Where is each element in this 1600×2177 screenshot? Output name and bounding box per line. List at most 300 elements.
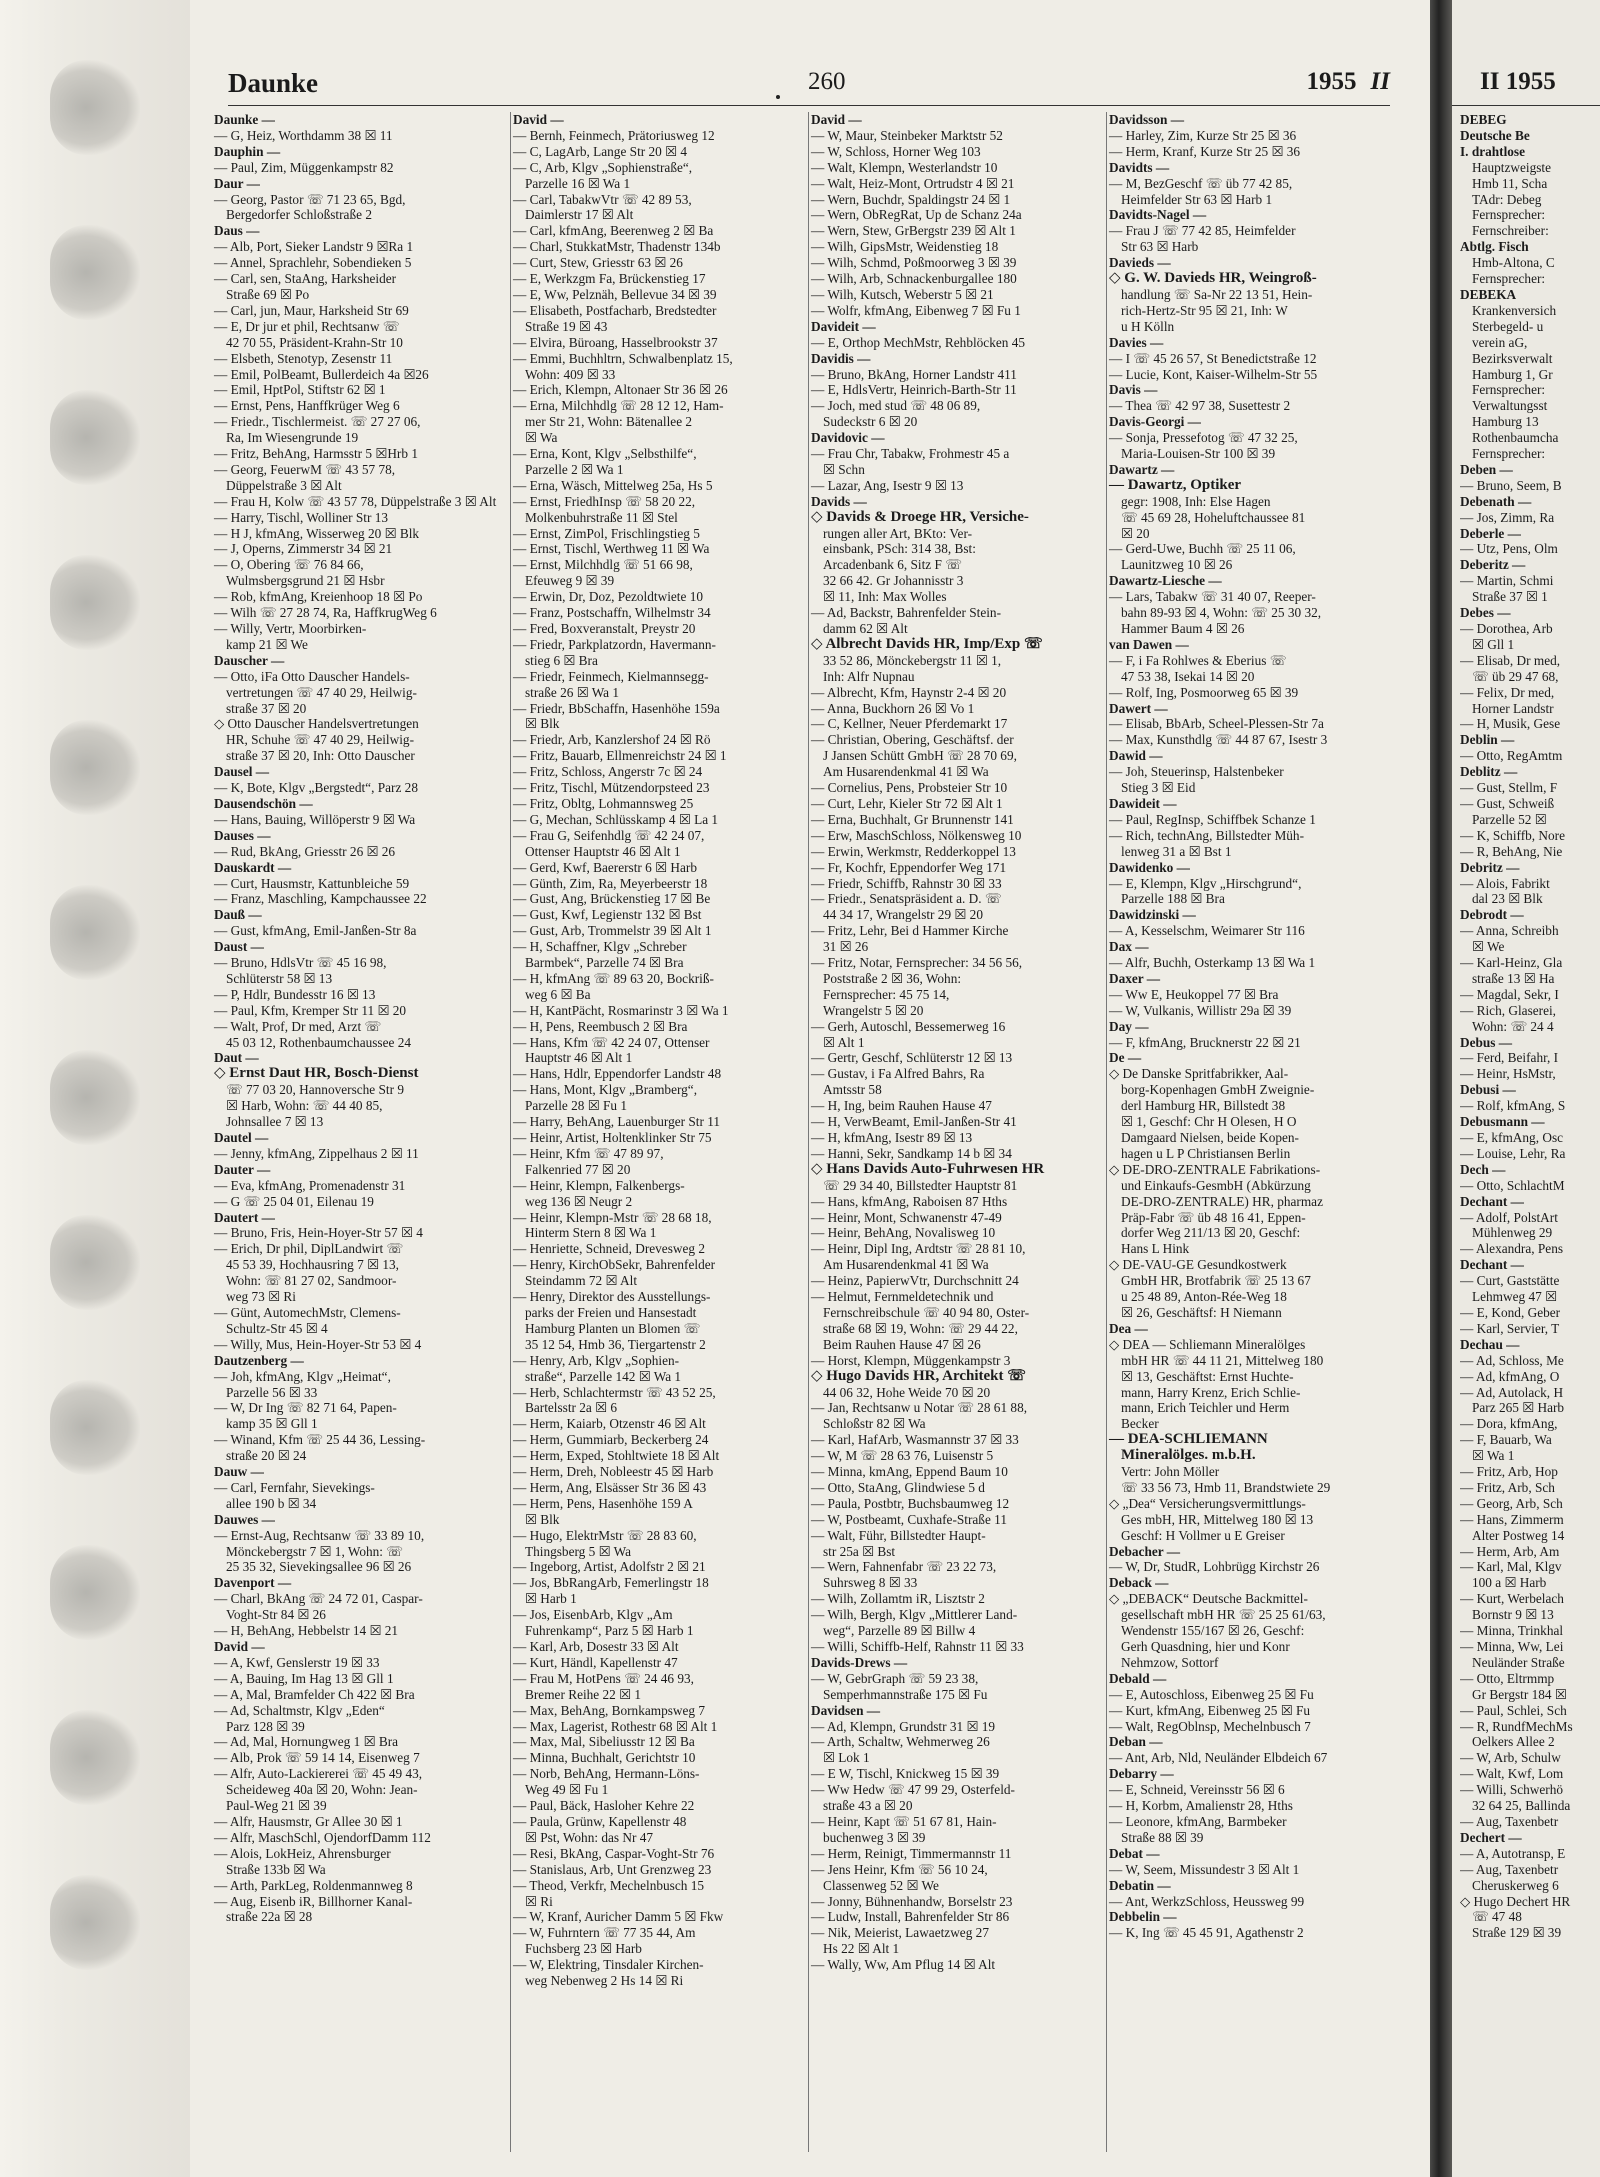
directory-entry: weg 136 ☒ Neugr 2 — [525, 1193, 633, 1209]
directory-entry: Hammer Baum 4 ☒ 26 — [1121, 621, 1245, 636]
directory-entry: — Winand, Kfm ☏ 25 44 36, Lessing- — [214, 1432, 426, 1448]
directory-entry: — Hans, kfmAng, Raboisen 87 Hths — [811, 1193, 1008, 1209]
directory-entry: — Walt, Führ, Billstedter Haupt- — [811, 1527, 986, 1543]
directory-entry: Mineralölges. m.b.H. — [1121, 1448, 1256, 1464]
directory-entry: Deberitz — — [1460, 557, 1526, 573]
directory-entry: — E, Werkzgm Fa, Brückenstieg 17 — [513, 271, 706, 287]
directory-entry: Bremer Reihe 22 ☒ 1 — [525, 1686, 642, 1702]
directory-entry: Krankenversich — [1472, 302, 1557, 318]
directory-entry: — Nik, Meierist, Lawaetzweg 27 — [811, 1925, 989, 1941]
directory-entry: — Walt, RegOblnsp, Mechelnbusch 7 — [1109, 1718, 1311, 1734]
directory-entry: ☒ Wa — [525, 430, 558, 446]
directory-entry: — Rich, technAng, Billstedter Müh- — [1109, 827, 1304, 843]
directory-entry: Dawid — — [1109, 748, 1163, 764]
directory-entry: borg-Kopenhagen GmbH Zweignie- — [1121, 1082, 1315, 1098]
directory-entry: ☏ üb 29 47 68, — [1472, 668, 1559, 684]
directory-entry: — Erwin, Werkmstr, Redderkoppel 13 — [811, 843, 1016, 859]
directory-entry: ☒ 13, Geschäftst: Ernst Huchte- — [1121, 1368, 1294, 1384]
directory-entry: Straße 133b ☒ Wa — [226, 1861, 326, 1877]
directory-entry: Fernsprecher: — [1472, 446, 1546, 462]
directory-entry: — Hans, Kfm ☏ 42 24 07, Ottenser — [513, 1034, 710, 1050]
directory-entry: Daut — — [214, 1050, 259, 1066]
directory-entry: — H, Korbm, Amalienstr 28, Hths — [1109, 1798, 1293, 1814]
directory-entry: rich-Hertz-Str 95 ☒ 21, Inh: W — [1121, 302, 1288, 318]
directory-entry: — Henry, KirchObSekr, Bahrenfelder — [513, 1257, 716, 1273]
directory-entry: weg Nebenweg 2 Hs 14 ☒ Ri — [525, 1973, 684, 1989]
directory-entry: dorfer Weg 211/13 ☒ 20, Geschf: — [1121, 1225, 1301, 1241]
directory-entry: Molkenbuhrstraße 11 ☒ Stel — [525, 509, 678, 525]
directory-entry: Deben — — [1460, 461, 1513, 477]
directory-entry: Semperhmannstraße 175 ☒ Fu — [823, 1686, 988, 1702]
directory-entry: — Karl, Servier, T — [1460, 1320, 1560, 1336]
directory-entry: ☏ 33 56 73, Hmb 11, Brandstwiete 29 — [1121, 1479, 1331, 1495]
page-header — [228, 68, 1390, 104]
directory-entry: Mühlenweg 29 — [1472, 1225, 1553, 1241]
directory-entry: Parz 265 ☒ Harb — [1472, 1400, 1565, 1416]
directory-entry: — Elisab, Dr med, — [1460, 652, 1561, 668]
directory-entry: — Georg, Arb, Sch — [1460, 1495, 1563, 1511]
directory-entry: TAdr: Debeg — [1472, 191, 1542, 207]
directory-entry: Dauß — — [214, 907, 262, 923]
directory-entry: Wendenstr 155/167 ☒ 26, Geschf: — [1121, 1623, 1305, 1639]
directory-entry: — Günt, AutomechMstr, Clemens- — [214, 1304, 401, 1320]
section-numeral: II — [1370, 68, 1390, 95]
directory-entry: — W, Seem, Missundestr 3 ☒ Alt 1 — [1109, 1861, 1300, 1877]
directory-entry: straße 43 a ☒ 20 — [823, 1798, 913, 1814]
directory-entry: Damgaard Nielsen, beide Kopen- — [1121, 1130, 1299, 1145]
directory-entry: Amtsstr 58 — [823, 1082, 882, 1098]
directory-entry: Fernsprecher: 45 75 14, — [823, 986, 950, 1002]
directory-entry: Dechant — — [1460, 1257, 1524, 1273]
directory-entry: — Wally, Ww, Am Pflug 14 ☒ Alt — [811, 1957, 996, 1973]
directory-entry: — Charl, BkAng ☏ 24 72 01, Caspar- — [214, 1591, 423, 1607]
directory-entry: — Max, Mal, Sibeliusstr 12 ☒ Ba — [513, 1734, 695, 1750]
directory-entry: Schultz-Str 45 ☒ 4 — [226, 1320, 328, 1336]
directory-entry: — E, Ww, Pelznäh, Bellevue 34 ☒ 39 — [513, 286, 717, 302]
directory-entry: Dauses — — [214, 827, 271, 843]
directory-entry: — Rich, Glaserei, — [1460, 1002, 1557, 1018]
directory-entry: Lehmweg 47 ☒ — [1472, 1289, 1558, 1305]
directory-entry: Verwaltungsst — [1472, 398, 1548, 414]
directory-entry: — Otto, RegAmtm — [1460, 748, 1563, 764]
directory-entry: — Bernh, Feinmech, Prätoriusweg 12 — [513, 127, 715, 143]
directory-entry: Davideit — — [811, 318, 876, 334]
directory-entry: lenweg 31 a ☒ Bst 1 — [1121, 843, 1232, 859]
directory-entry: Abtlg. Fisch — [1460, 239, 1529, 255]
directory-entry: dal 23 ☒ Blk — [1472, 891, 1543, 907]
directory-entry: — Herm, Ang, Elsässer Str 36 ☒ 43 — [513, 1479, 707, 1495]
directory-entry: Dauphin — — [214, 143, 281, 159]
directory-entry: — Heinr, Klempn-Mstr ☏ 28 68 18, — [513, 1209, 712, 1225]
directory-entry: Davidts — — [1109, 159, 1170, 175]
directory-entry: Wulmsbergsgrund 21 ☒ Hsbr — [226, 573, 385, 589]
directory-entry: — Franz, Postschaffn, Wilhelmstr 34 — [513, 605, 711, 621]
directory-entry: Ra, Im Wiesengrunde 19 — [226, 430, 359, 446]
directory-entry: Str 63 ☒ Harb — [1121, 239, 1199, 255]
directory-entry: — H, kfmAng, Isestr 89 ☒ 13 — [811, 1130, 973, 1145]
directory-entry: — Frau G, Seifenhdlg ☏ 42 24 07, — [513, 827, 705, 843]
directory-entry: — Alb, Prok ☏ 59 14 14, Eisenweg 7 — [214, 1750, 420, 1766]
directory-entry: mer Str 21, Wohn: Bätenallee 2 — [525, 414, 693, 430]
directory-entry: — Georg, FeuerwM ☏ 43 57 78, — [214, 461, 396, 477]
directory-entry: kamp 21 ☒ We — [226, 636, 308, 652]
directory-entry: Hs 22 ☒ Alt 1 — [823, 1941, 900, 1957]
directory-entry: — Frau J ☏ 77 42 85, Heimfelder — [1109, 223, 1296, 239]
directory-entry: — Paul, Bäck, Hasloher Kehre 22 — [513, 1798, 695, 1814]
directory-entry: — E, Orthop MechMstr, Rehblöcken 45 — [811, 334, 1026, 350]
directory-entry: str 25a ☒ Bst — [823, 1543, 896, 1559]
directory-entry: Parz 128 ☒ 39 — [226, 1718, 305, 1734]
directory-entry: ☒ 26, Geschäftsf: H Niemann — [1121, 1304, 1282, 1320]
directory-entry: — H, Pens, Reembusch 2 ☒ Bra — [513, 1018, 688, 1034]
directory-entry: Dauskardt — — [214, 859, 292, 875]
directory-entry: Wrangelstr 5 ☒ 20 — [823, 1002, 924, 1018]
directory-entry: — Fritz, Bauarb, Ellmenreichstr 24 ☒ 1 — [513, 748, 727, 764]
directory-entry: — Ad, Autolack, H — [1460, 1384, 1564, 1400]
next-page-column — [1460, 112, 1600, 2152]
directory-entry: — Bruno, BkAng, Horner Landstr 411 — [811, 366, 1017, 382]
directory-entry: 45 03 12, Rothenbaumchaussee 24 — [226, 1034, 412, 1050]
directory-entry: Debald — — [1109, 1670, 1167, 1686]
directory-entry: — Henriette, Schneid, Drevesweg 2 — [513, 1241, 706, 1257]
directory-entry: — Ad, Klempn, Grundstr 31 ☒ 19 — [811, 1718, 996, 1734]
directory-entry: allee 190 b ☒ 34 — [226, 1495, 317, 1511]
directory-entry: — Ernst-Aug, Rechtsanw ☏ 33 89 10, — [214, 1527, 425, 1543]
directory-entry: Paul-Weg 21 ☒ 39 — [226, 1798, 327, 1814]
directory-entry: — Fr, Kochfr, Eppendorfer Weg 171 — [811, 859, 1007, 875]
directory-entry: — Heinr, Klempn, Falkenbergs- — [513, 1177, 685, 1193]
directory-entry: — E, Kond, Geber — [1460, 1304, 1561, 1320]
directory-entry: Dauwes — — [214, 1511, 275, 1527]
directory-entry: ◇ „DEBACK“ Deutsche Backmittel- — [1109, 1591, 1308, 1607]
directory-entry: HR, Schuhe ☏ 47 40 29, Heilwig- — [226, 732, 414, 748]
directory-entry: Schloßstr 82 ☒ Wa — [823, 1416, 926, 1432]
directory-entry: — Lars, Tabakw ☏ 31 40 07, Reeper- — [1109, 589, 1316, 605]
directory-entry: — Eva, kfmAng, Promenadenstr 31 — [214, 1177, 406, 1193]
directory-entry: — Wern, Stew, GrBergstr 239 ☒ Alt 1 — [811, 223, 1016, 239]
directory-entry: Becker — [1121, 1416, 1159, 1432]
directory-entry: — E, kfmAng, Osc — [1460, 1130, 1564, 1145]
directory-entry: — Erna, Milchhdlg ☏ 28 12 12, Ham- — [513, 398, 724, 414]
directory-entry: — Gerd, Kwf, Baererstr 6 ☒ Harb — [513, 859, 697, 875]
directory-entry: — W, Kranf, Auricher Damm 5 ☒ Fkw — [513, 1909, 724, 1925]
directory-entry: — Fritz, Arb, Hop — [1460, 1464, 1558, 1480]
directory-entry: Fernsprecher: — [1472, 207, 1546, 223]
directory-entry: — F, kfmAng, Brucknerstr 22 ☒ 21 — [1109, 1034, 1301, 1050]
directory-entry: weg“, Parzelle 89 ☒ Billw 4 — [823, 1623, 976, 1639]
directory-entry: — Minna, kmAng, Eppend Baum 10 — [811, 1464, 1008, 1480]
directory-entry: — K, Schiffb, Nore — [1460, 827, 1566, 843]
directory-entry: — Paula, Postbtr, Buchsbaumweg 12 — [811, 1495, 1010, 1511]
directory-entry: — Herm, Gummiarb, Beckerberg 24 — [513, 1432, 709, 1448]
directory-entry: 44 34 17, Wrangelstr 29 ☒ 20 — [823, 907, 983, 923]
page-dot — [776, 95, 780, 99]
directory-entry: Gerh Quasdning, hier und Konr — [1121, 1639, 1290, 1654]
directory-entry: Dawidenko — — [1109, 859, 1190, 875]
directory-entry: — Emil, HptPol, Stiftstr 62 ☒ 1 — [214, 382, 386, 398]
column-1 — [212, 112, 510, 2152]
directory-entry: — DEA-SCHLIEMANN — [1109, 1432, 1268, 1448]
directory-entry: Daus — — [214, 223, 260, 239]
directory-entry: — H, Schaffner, Klgv „Schreber — [513, 939, 687, 955]
directory-entry: — Elisab, BbArb, Scheel-Plessen-Str 7a — [1109, 716, 1324, 732]
directory-entry: — Karl, HafArb, Wasmannstr 37 ☒ 33 — [811, 1432, 1019, 1448]
directory-entry: Parzelle 28 ☒ Fu 1 — [525, 1098, 628, 1114]
directory-entry: — Wern, Buchdr, Spaldingstr 24 ☒ 1 — [811, 191, 1011, 207]
directory-entry: Nehmzow, Sottorf — [1121, 1654, 1219, 1670]
directory-entry: 42 70 55, Präsident-Krahn-Str 10 — [226, 334, 403, 350]
directory-entry: — Herm, Dreh, Nobleestr 45 ☒ Harb — [513, 1464, 714, 1480]
directory-entry: Suhrsweg 8 ☒ 33 — [823, 1575, 918, 1591]
directory-entry: — E W, Tischl, Knickweg 15 ☒ 39 — [811, 1766, 1000, 1782]
directory-entry: — R, RundfMechMs — [1460, 1718, 1573, 1734]
directory-entry: Bornstr 9 ☒ 13 — [1472, 1607, 1554, 1623]
directory-entry: 32 64 25, Ballinda — [1472, 1798, 1571, 1814]
directory-entry: — Henry, Direktor des Ausstellungs- — [513, 1289, 711, 1305]
directory-entry: — Georg, Pastor ☏ 71 23 65, Bgd, — [214, 191, 406, 207]
directory-entry: — Emmi, Buchhltrn, Schwalbenplatz 15, — [513, 350, 733, 366]
directory-entry: — W, Postbeamt, Cuxhafe-Straße 11 — [811, 1511, 1007, 1527]
directory-entry: ◇ Albrecht Davids HR, Imp/Exp ☏ — [811, 636, 1043, 652]
directory-entry: ☒ Blk — [525, 1511, 560, 1527]
directory-entry: — Otto, Eltrmmp — [1460, 1670, 1555, 1686]
directory-entry: Falkenried 77 ☒ 20 — [525, 1161, 631, 1177]
directory-entry: — Karl-Heinz, Gla — [1460, 955, 1563, 971]
directory-entry: — H, Ing, beim Rauhen Hause 47 — [811, 1098, 992, 1114]
directory-entry: vertretungen ☏ 47 40 29, Heilwig- — [226, 684, 417, 700]
directory-entry: Fuchsberg 23 ☒ Harb — [525, 1941, 642, 1957]
directory-entry: Launitzweg 10 ☒ 26 — [1121, 557, 1233, 573]
directory-entry: — Ernst, Milchhdlg ☏ 51 66 98, — [513, 557, 693, 573]
directory-entry: — Harry, Tischl, Wolliner Str 13 — [214, 509, 389, 525]
directory-entry: — Elsbeth, Stenotyp, Zesenstr 11 — [214, 350, 393, 366]
directory-entry: Schlüterstr 58 ☒ 13 — [226, 970, 333, 986]
directory-entry: — Wilh, Zollamtm iR, Lisztstr 2 — [811, 1591, 985, 1607]
directory-entry: — Ad, kfmAng, O — [1460, 1368, 1560, 1384]
directory-entry: — Gust, Arb, Trommelstr 39 ☒ Alt 1 — [513, 923, 712, 939]
directory-entry: — Frau M, HotPens ☏ 24 46 93, — [513, 1670, 694, 1686]
directory-entry: — Aug, Eisenb iR, Billhorner Kanal- — [214, 1893, 413, 1909]
directory-entry: — Heinr, BehAng, Novalisweg 10 — [811, 1225, 996, 1241]
directory-entry: — Jens Heinr, Kfm ☏ 56 10 24, — [811, 1861, 988, 1877]
directory-entry: — Herm, Kranf, Kurze Str 25 ☒ 36 — [1109, 143, 1301, 159]
directory-entry: — E, HdlsVertr, Heinrich-Barth-Str 11 — [811, 382, 1017, 398]
directory-entry: David — — [214, 1639, 265, 1654]
directory-entry: Dautel — — [214, 1130, 269, 1145]
directory-entry: ☏ 29 34 40, Billstedter Hauptstr 81 — [823, 1177, 1018, 1193]
directory-entry: — Friedr, Parkplatzordn, Havermann- — [513, 636, 716, 652]
directory-entry: einsbank, PSch: 314 38, Bst: — [823, 541, 976, 557]
directory-entry: — W, Dr, StudR, Lohbrügg Kirchstr 26 — [1109, 1559, 1320, 1575]
directory-entry: — E, Schneid, Vereinsstr 56 ☒ 6 — [1109, 1782, 1285, 1798]
directory-entry: — Bruno, Seem, B — [1460, 477, 1562, 493]
directory-entry: — G ☏ 25 04 01, Eilenau 19 — [214, 1193, 374, 1209]
directory-entry: — Ernst, Tischl, Werthweg 11 ☒ Wa — [513, 541, 710, 557]
directory-entry: Düppelstraße 3 ☒ Alt — [226, 477, 342, 493]
directory-entry: — Gustav, i Fa Alfred Bahrs, Ra — [811, 1066, 985, 1082]
directory-entry: buchenweg 3 ☒ 39 — [823, 1829, 926, 1845]
directory-entry: Hauptstr 46 ☒ Alt 1 — [525, 1050, 633, 1066]
directory-entry: — W, Dr Ing ☏ 82 71 64, Papen- — [214, 1400, 397, 1416]
directory-entry: — Ant, WerkzSchloss, Heussweg 99 — [1109, 1893, 1305, 1909]
directory-entry: Davidovic — — [811, 430, 885, 446]
directory-entry: — Ad, Backstr, Bahrenfelder Stein- — [811, 605, 1002, 621]
directory-entry: — Gust, kfmAng, Emil-Janßen-Str 8a — [214, 923, 417, 939]
directory-entry: — A, Kwf, Genslerstr 19 ☒ 33 — [214, 1654, 380, 1670]
directory-entry: Scheideweg 40a ☒ 20, Wohn: Jean- — [226, 1782, 418, 1798]
column-4 — [1106, 112, 1409, 2152]
directory-entry: — Willi, Schwerhö — [1460, 1782, 1563, 1798]
directory-entry: 33 52 86, Mönckebergstr 11 ☒ 1, — [823, 652, 1002, 668]
directory-entry: — W, Arb, Schulw — [1460, 1750, 1561, 1766]
directory-entry: — Wilh, Kutsch, Weberstr 5 ☒ 21 — [811, 286, 994, 302]
directory-entry: Daxer — — [1109, 970, 1161, 986]
directory-entry: — Wilh ☏ 27 28 74, Ra, HaffkrugWeg 6 — [214, 605, 437, 621]
directory-entry: — Walt, Prof, Dr med, Arzt ☏ — [214, 1018, 382, 1034]
book-gutter — [1430, 0, 1452, 2177]
directory-entry: Parzelle 188 ☒ Bra — [1121, 891, 1225, 907]
directory-entry: ☒ Lok 1 — [823, 1750, 870, 1766]
directory-entry: Ges mbH, HR, Mittelweg 180 ☒ 13 — [1121, 1511, 1314, 1527]
directory-entry: — Herb, Schlachtermstr ☏ 43 52 25, — [513, 1384, 716, 1400]
directory-entry: — G, Mechan, Schlüsskamp 4 ☒ La 1 — [513, 811, 719, 827]
directory-entry: Am Husarendenkmal 41 ☒ Wa — [823, 1257, 989, 1273]
directory-entry: — Heinr, Artist, Holtenklinker Str 75 — [513, 1130, 712, 1145]
directory-entry: — Ferd, Beifahr, I — [1460, 1050, 1559, 1066]
directory-entry: — Sonja, Pressefotog ☏ 47 32 25, — [1109, 430, 1298, 446]
directory-entry: Horner Landstr — [1472, 700, 1554, 716]
directory-entry: Rothenbaumcha — [1472, 430, 1559, 446]
directory-entry: Thingsberg 5 ☒ Wa — [525, 1543, 632, 1559]
directory-entry: Deback — — [1109, 1575, 1169, 1591]
directory-entry: 32 66 42. Gr Johannisstr 3 — [823, 573, 964, 589]
directory-entry: derl Hamburg HR, Billstedt 38 — [1121, 1098, 1286, 1114]
directory-entry: — Minna, Ww, Lei — [1460, 1639, 1564, 1654]
directory-entry: — Martin, Schmi — [1460, 573, 1554, 589]
directory-entry: — Dorothea, Arb — [1460, 621, 1553, 636]
directory-entry: straße 37 ☒ 20, Inh: Otto Dauscher — [226, 748, 415, 764]
directory-entry: — Annel, Sprachlehr, Sobendieken 5 — [214, 255, 412, 271]
directory-entry: — E, Klempn, Klgv „Hirschgrund“, — [1109, 875, 1302, 891]
directory-entry: Parzelle 52 ☒ — [1472, 811, 1547, 827]
directory-entry: ☒ Pst, Wohn: das Nr 47 — [525, 1829, 654, 1845]
directory-entry: — Friedr., Senatspräsident a. D. ☏ — [811, 891, 1002, 907]
directory-entry: — Wolfr, kfmAng, Eibenweg 7 ☒ Fu 1 — [811, 302, 1021, 318]
directory-entry: ◇ DE-VAU-GE Gesundkostwerk — [1109, 1257, 1287, 1273]
directory-entry: Parzelle 16 ☒ Wa 1 — [525, 175, 631, 191]
directory-entry: — Emil, PolBeamt, Bullerdeich 4a ☒26 — [214, 366, 429, 382]
directory-entry: verein aG, — [1472, 334, 1528, 350]
directory-entry: Arcadenbank 6, Sitz F ☏ — [823, 557, 962, 573]
directory-entry: — Max, Lagerist, Rothestr 68 ☒ Alt 1 — [513, 1718, 718, 1734]
directory-entry: Parzelle 2 ☒ Wa 1 — [525, 461, 624, 477]
directory-entry: Straße 129 ☒ 39 — [1472, 1925, 1562, 1941]
directory-entry: — Ad, Schloss, Me — [1460, 1352, 1564, 1368]
directory-entry: — Ad, Mal, Hornungweg 1 ☒ Bra — [214, 1734, 399, 1750]
directory-entry: Oelkers Allee 2 — [1472, 1734, 1555, 1750]
directory-entry: — Alfr, Buchh, Osterkamp 13 ☒ Wa 1 — [1109, 955, 1316, 971]
directory-entry: Bergedorfer Schloßstraße 2 — [226, 207, 372, 223]
year-section — [1307, 68, 1390, 96]
directory-entry: straße 37 ☒ 20 — [226, 700, 307, 716]
directory-entry: — Thea ☏ 42 97 38, Susettestr 2 — [1109, 398, 1291, 414]
directory-entry: — Ad, Schaltmstr, Klgv „Eden“ — [214, 1702, 385, 1718]
directory-entry: — Wilh, GipsMstr, Weidenstieg 18 — [811, 239, 999, 255]
directory-entry: — Paul, Zim, Müggenkampstr 82 — [214, 159, 394, 175]
directory-entry: — Willi, Schiffb-Helf, Rahnstr 11 ☒ 33 — [811, 1639, 1024, 1654]
directory-entry: Fernschreibschule ☏ 40 94 80, Oster- — [823, 1304, 1030, 1320]
directory-entry: Fernsprecher: — [1472, 382, 1546, 398]
directory-entry: — Erich, Klempn, Altonaer Str 36 ☒ 26 — [513, 382, 728, 398]
directory-entry: — Paula, Grünw, Kapellenstr 48 — [513, 1813, 687, 1829]
directory-entry: Heimfelder Str 63 ☒ Harb 1 — [1121, 191, 1273, 207]
directory-entry: u H Kölln — [1121, 318, 1175, 334]
directory-entry: — Carl, TabakwVtr ☏ 42 89 53, — [513, 191, 692, 207]
directory-entry: — H, Musik, Gese — [1460, 716, 1561, 732]
directory-entry: — Erna, Kont, Klgv „Selbsthilfe“, — [513, 446, 697, 462]
directory-entry: — Jos, Zimm, Ra — [1460, 509, 1555, 525]
directory-entry: — O, Obering ☏ 76 84 66, — [214, 557, 364, 573]
directory-entry: ◇ Otto Dauscher Handelsvertretungen — [214, 716, 419, 732]
directory-entry: — Hans, Bauing, Willöperstr 9 ☒ Wa — [214, 811, 416, 827]
directory-entry: 45 53 39, Hochhausring 7 ☒ 13, — [226, 1257, 399, 1273]
directory-entry: Dawartz — — [1109, 461, 1175, 477]
directory-entry: — Hans, Zimmerm — [1460, 1511, 1564, 1527]
directory-entry: Parzelle 56 ☒ 33 — [226, 1384, 318, 1400]
directory-entry: — Paul, RegInsp, Schiffbek Schanze 1 — [1109, 811, 1316, 827]
directory-entry: Deban — — [1109, 1734, 1163, 1750]
directory-entry: — Arth, Schaltw, Wehmerweg 26 — [811, 1734, 990, 1750]
directory-entry: — W, GebrGraph ☏ 59 23 38, — [811, 1670, 979, 1686]
directory-entry: — Curt, Gaststätte — [1460, 1273, 1560, 1289]
directory-entry: Straße 88 ☒ 39 — [1121, 1829, 1204, 1845]
directory-entry: — K, Bote, Klgv „Bergstedt“, Parz 28 — [214, 780, 418, 796]
directory-entry: ◇ Davids & Droege HR, Versiche- — [811, 509, 1029, 525]
directory-entry: Classenweg 52 ☒ We — [823, 1877, 939, 1893]
directory-entry: Wohn: 409 ☒ 33 — [525, 366, 616, 382]
directory-entry: Davenport — — [214, 1575, 292, 1591]
directory-entry: ☒ Harb, Wohn: ☏ 44 40 85, — [226, 1098, 383, 1114]
directory-entry: — Alexandra, Pens — [1460, 1241, 1564, 1257]
directory-entry: Gr Bergstr 184 ☒ — [1472, 1686, 1567, 1702]
directory-entry: Dauter — — [214, 1161, 271, 1177]
directory-entry: Dautzenberg — — [214, 1352, 304, 1368]
directory-entry: — Christian, Obering, Geschäftsf. der — [811, 732, 1014, 748]
directory-entry: — Leonore, kfmAng, Barmbeker — [1109, 1813, 1287, 1829]
directory-entry: — Cornelius, Pens, Probsteier Str 10 — [811, 780, 1008, 796]
directory-entry: — Alfr, MaschSchl, OjendorfDamm 112 — [214, 1829, 431, 1845]
directory-entry: — Lucie, Kont, Kaiser-Wilhelm-Str 55 — [1109, 366, 1318, 382]
directory-entry: Fernschreiber: — [1472, 223, 1549, 239]
directory-entry: Dax — — [1109, 939, 1149, 955]
directory-entry: gesellschaft mbH HR ☏ 25 25 61/63, — [1121, 1607, 1326, 1623]
directory-entry: Dauw — — [214, 1464, 264, 1480]
directory-entry: Davids — — [811, 493, 867, 509]
directory-entry: Davis — — [1109, 382, 1158, 398]
directory-entry: — Curt, Stew, Griesstr 63 ☒ 26 — [513, 255, 683, 271]
directory-entry: — A, Autotransp, E — [1460, 1845, 1566, 1861]
directory-entry: — Friedr, Arb, Kanzlershof 24 ☒ Rö — [513, 732, 711, 748]
directory-entry: — Horst, Klempn, Müggenkampstr 3 — [811, 1352, 1011, 1368]
directory-entry: ◇ Hugo Davids HR, Architekt ☏ — [811, 1368, 1027, 1384]
directory-entry: — Harry, BehAng, Lauenburger Str 11 — [513, 1114, 721, 1130]
directory-entry: — Elisabeth, Postfacharb, Bredstedter — [513, 302, 717, 318]
directory-entry: bahn 89-93 ☒ 4, Wohn: ☏ 25 30 32, — [1121, 605, 1322, 621]
directory-entry: Neuländer Straße — [1472, 1654, 1565, 1670]
directory-entry: ◇ „Dea“ Versicherungsvermittlungs- — [1109, 1495, 1306, 1511]
directory-entry: DE-DRO-ZENTRALE) HR, pharmaz — [1121, 1193, 1323, 1209]
directory-entry: De — — [1109, 1050, 1142, 1066]
